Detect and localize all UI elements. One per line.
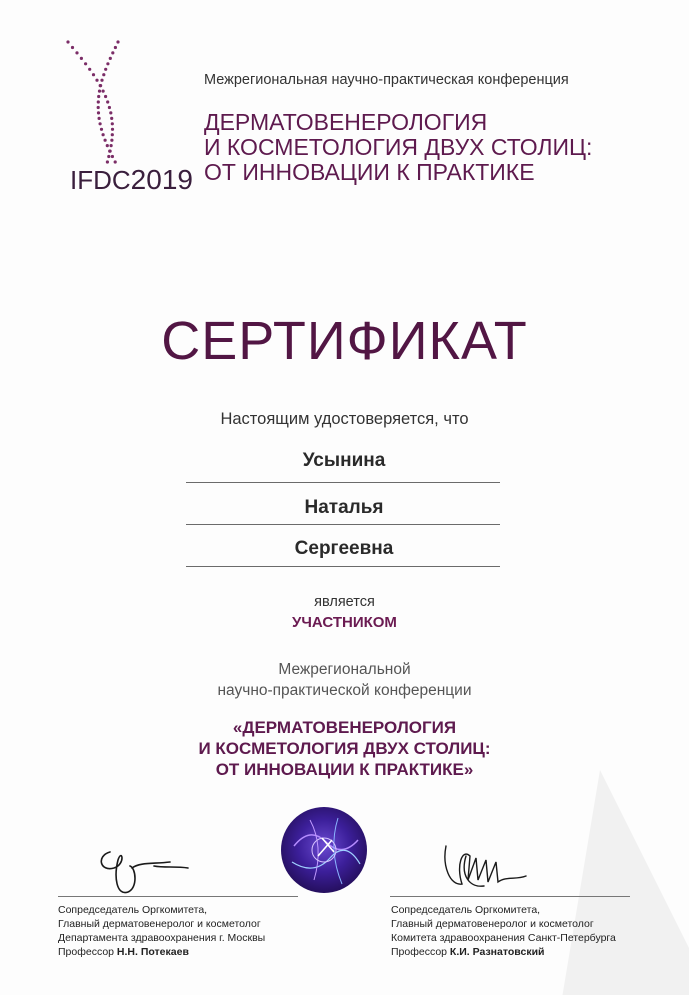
signatory-right-line-4 [391,945,616,959]
certificate-title: СЕРТИФИКАТ [161,311,528,371]
conference-reference [0,659,689,701]
first-name-underline [186,524,500,525]
is-text: является [314,594,375,610]
quoted-title-line-2: И КОСМЕТОЛОГИЯ ДВУХ СТОЛИЦ: [198,739,491,758]
logo-text [70,164,193,196]
participant-role: УЧАСТНИКОМ [292,614,397,631]
signature-left [92,838,202,902]
first-name: Наталья [304,497,384,518]
conference-subtitle: Межрегиональная научно-практическая конференция [204,72,569,88]
signature-line-left [58,896,298,897]
certify-text: Настоящим удостоверяется, что [220,410,469,428]
conference-title-line-1: ДЕРМАТОВЕНЕРОЛОГИЯ [204,109,488,135]
signatory-left [58,903,265,959]
quoted-title-line-1: «ДЕРМАТОВЕНЕРОЛОГИЯ [232,718,457,737]
signatory-left-line-2: Главный дерматовенеролог и косметолог [58,918,261,930]
signatory-right-line-1: Сопредседатель Оргкомитета, [391,904,541,916]
signatory-left-name: Н.Н. Потекаев [116,946,189,958]
signatory-right [391,903,616,959]
signatory-right-prefix: Профессор [391,946,450,958]
logo-name: IFDC [70,165,131,195]
patronymic: Сергеевна [294,538,394,559]
patronymic-underline [186,566,500,567]
surname: Усынина [302,450,386,471]
signature-right [440,836,530,900]
signatory-left-prefix: Профессор [58,946,117,958]
quoted-title-line-3: ОТ ИННОВАЦИИ К ПРАКТИКЕ» [215,760,474,779]
signatory-left-line-1: Сопредседатель Оргкомитета, [58,904,208,916]
ifdc-logo [58,36,193,206]
surname-underline [186,482,500,483]
conference-title [204,110,592,185]
logo-year: 2019 [130,164,193,195]
hologram-seal [280,806,368,894]
signatory-left-line-4 [58,945,265,959]
conference-title-line-2: И КОСМЕТОЛОГИЯ ДВУХ СТОЛИЦ: [204,134,593,160]
signatory-left-line-3: Департамента здравоохранения г. Москвы [58,932,266,944]
watermark-shape [560,770,689,995]
signatory-right-name: К.И. Разнатовский [449,946,545,958]
signatory-right-line-2: Главный дерматовенеролог и косметолог [391,918,594,930]
signature-line-right [390,896,630,897]
conference-reference-line-1: Межрегиональной [278,661,411,678]
conference-reference-line-2: научно-практической конференции [217,682,472,699]
conference-title-line-3: ОТ ИННОВАЦИИ К ПРАКТИКЕ [204,159,535,185]
signatory-right-line-3: Комитета здравоохранения Санкт-Петербурга [391,932,616,944]
